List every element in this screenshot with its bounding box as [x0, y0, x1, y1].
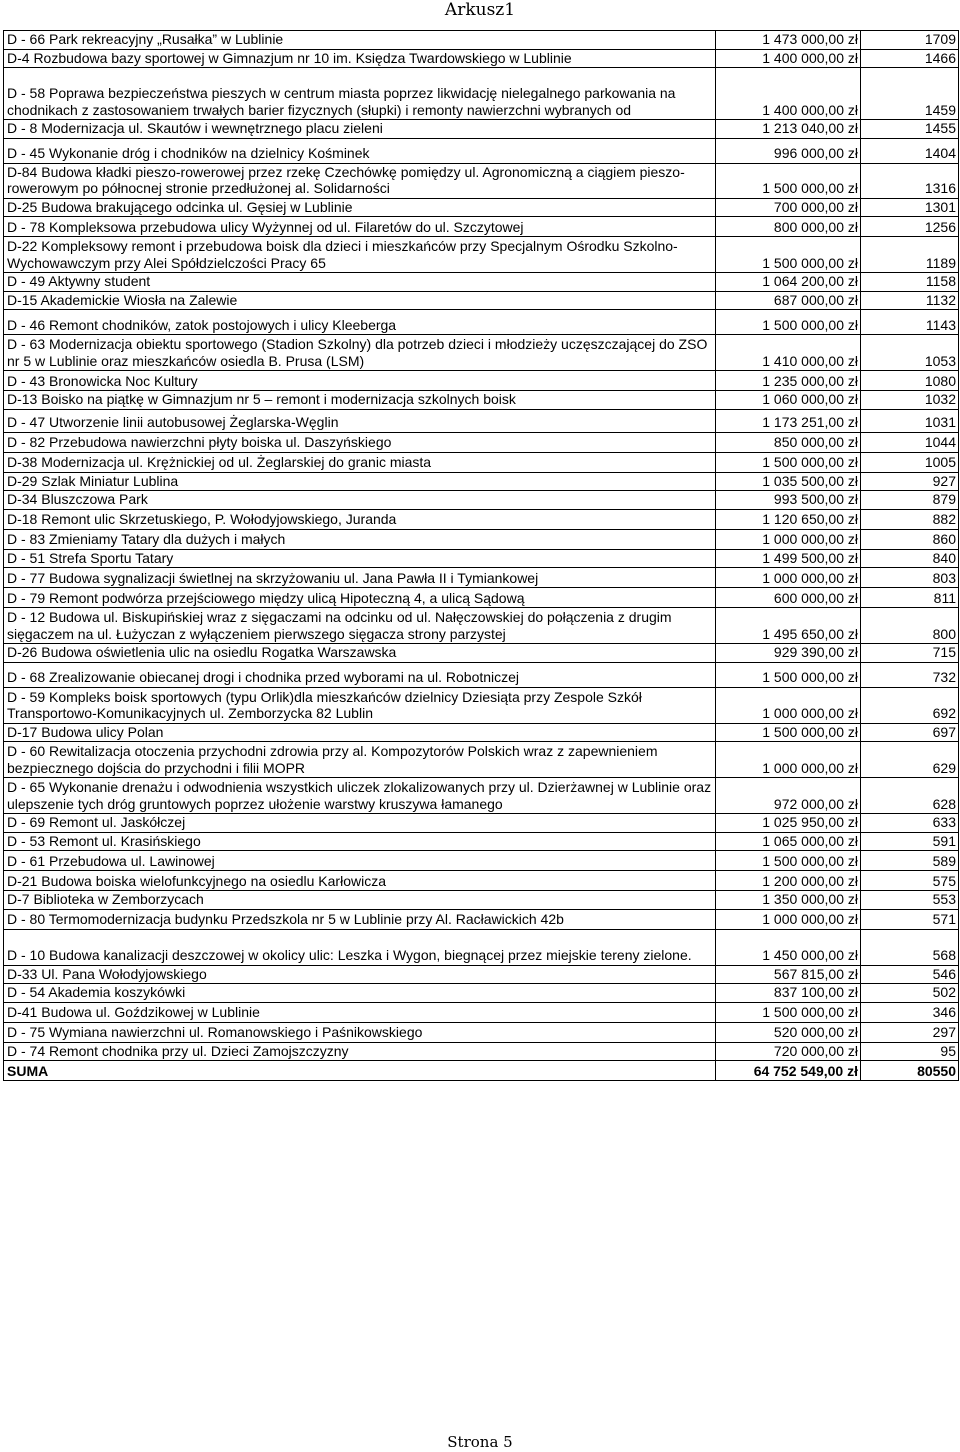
table-row: [4, 662, 959, 687]
table-row: [4, 1002, 959, 1022]
table-row: [4, 391, 959, 410]
amount-cell: 1 500 000,00 zł: [716, 1002, 861, 1022]
votes-cell: 628: [861, 778, 959, 814]
table-row: [4, 310, 959, 335]
amount-cell: 972 000,00 zł: [716, 778, 861, 814]
votes-cell: 715: [861, 644, 959, 663]
votes-cell: 1455: [861, 120, 959, 139]
amount-cell: 800 000,00 zł: [716, 217, 861, 237]
project-name-cell: D-29 Szlak Miniatur Lublina: [4, 472, 716, 491]
table-row: [4, 472, 959, 491]
project-name-cell: D-4 Rozbudowa bazy sportowej w Gimnazjum nr 10 im. Księdza Twardowskiego w Lublinie: [4, 49, 716, 68]
table-row: [4, 491, 959, 510]
votes-cell: 1189: [861, 237, 959, 273]
project-name-cell: D - 77 Budowa sygnalizacji świetlnej na skrzyżowaniu ul. Jana Pawła II i Tymiankowej: [4, 568, 716, 588]
amount-cell: 1 500 000,00 zł: [716, 452, 861, 472]
project-name-cell: D-17 Budowa ulicy Polan: [4, 723, 716, 742]
project-name-cell: D-38 Modernizacja ul. Krężnickiej od ul. Żeglarskiej do granic miasta: [4, 452, 716, 472]
votes-cell: 568: [861, 929, 959, 965]
amount-cell: 1 400 000,00 zł: [716, 49, 861, 68]
table-row: [4, 687, 959, 723]
project-name-cell: D - 59 Kompleks boisk sportowych (typu Orlik)dla mieszkańców dzielnicy Dziesiąta przy Zespole Szkół Transportowo-Komunikacyjnych ul. Zemborzycka 82 Lublin: [4, 687, 716, 723]
votes-cell: 1316: [861, 163, 959, 198]
table-row: [4, 335, 959, 371]
project-name-cell: D - 61 Przebudowa ul. Lawinowej: [4, 851, 716, 871]
amount-cell: 600 000,00 zł: [716, 588, 861, 608]
votes-cell: 882: [861, 509, 959, 529]
votes-cell: 811: [861, 588, 959, 608]
table-row: [4, 984, 959, 1003]
votes-cell: 589: [861, 851, 959, 871]
votes-cell: 879: [861, 491, 959, 510]
amount-cell: 1 500 000,00 zł: [716, 310, 861, 335]
project-name-cell: D - 60 Rewitalizacja otoczenia przychodni zdrowia przy al. Kompozytorów Polskich wraz z zapewnieniem bezpiecznego dojścia do przychodni i filii MOPR: [4, 742, 716, 778]
project-name-cell: D-34 Bluszczowa Park: [4, 491, 716, 510]
votes-cell: 1005: [861, 452, 959, 472]
votes-cell: 95: [861, 1042, 959, 1061]
table-row: [4, 965, 959, 984]
votes-cell: 1709: [861, 31, 959, 50]
votes-cell: 800: [861, 608, 959, 644]
project-name-cell: D-15 Akademickie Wiosła na Zalewie: [4, 291, 716, 310]
votes-cell: 553: [861, 891, 959, 910]
votes-cell: 1158: [861, 273, 959, 292]
project-name-cell: D - 12 Budowa ul. Biskupińskiej wraz z sięgaczami na odcinku od ul. Nałęczowskiej do połączenia z drugim sięgaczem na ul. Łużyczan z wyłączeniem pierwszego sięgacza strony parzystej: [4, 608, 716, 644]
table-row: [4, 568, 959, 588]
votes-cell: 633: [861, 814, 959, 833]
project-name-cell: D - 8 Modernizacja ul. Skautów i wewnętrznego placu zieleni: [4, 120, 716, 139]
project-name-cell: D - 69 Remont ul. Jaskółczej: [4, 814, 716, 833]
votes-cell: 1466: [861, 49, 959, 68]
amount-cell: 1 025 950,00 zł: [716, 814, 861, 833]
total-votes-cell: 80550: [861, 1061, 959, 1081]
table-row: [4, 723, 959, 742]
table-row: [4, 432, 959, 452]
project-name-cell: D - 75 Wymiana nawierzchni ul. Romanowskiego i Paśnikowskiego: [4, 1022, 716, 1042]
project-name-cell: D - 79 Remont podwórza przejściowego między ulicą Hipoteczną 4, a ulicą Sądową: [4, 588, 716, 608]
amount-cell: 1 000 000,00 zł: [716, 687, 861, 723]
amount-cell: 1 473 000,00 zł: [716, 31, 861, 50]
votes-cell: 629: [861, 742, 959, 778]
project-name-cell: D - 65 Wykonanie drenażu i odwodnienia wszystkich uliczek zlokalizowanych przy ul. Dzierżawnej w Lublinie oraz ulepszenie tych dróg gruntowych poprzez ułożenie warstwy kruszywa łamanego: [4, 778, 716, 814]
project-name-cell: D-22 Kompleksowy remont i przebudowa boisk dla dzieci i mieszkańców przy Specjalnym Ośrodku Szkolno-Wychowawczym przy Alei Spółdzielczości Pracy 65: [4, 237, 716, 273]
amount-cell: 1 213 040,00 zł: [716, 120, 861, 139]
votes-cell: 571: [861, 909, 959, 929]
project-name-cell: D - 43 Bronowicka Noc Kultury: [4, 371, 716, 391]
table-row: [4, 832, 959, 851]
project-name-cell: D - 49 Aktywny student: [4, 273, 716, 292]
table-row: [4, 217, 959, 237]
project-name-cell: D - 54 Akademia koszykówki: [4, 984, 716, 1003]
votes-cell: 697: [861, 723, 959, 742]
project-name-cell: D-7 Biblioteka w Zemborzycach: [4, 891, 716, 910]
votes-cell: 1044: [861, 432, 959, 452]
project-name-cell: D - 74 Remont chodnika przy ul. Dzieci Zamojszczyzny: [4, 1042, 716, 1061]
amount-cell: 1 035 500,00 zł: [716, 472, 861, 491]
votes-cell: 860: [861, 529, 959, 549]
votes-cell: 1404: [861, 138, 959, 163]
project-name-cell: D - 78 Kompleksowa przebudowa ulicy Wyżynnej od ul. Filaretów do ul. Szczytowej: [4, 217, 716, 237]
amount-cell: 1 000 000,00 zł: [716, 568, 861, 588]
project-name-cell: D - 83 Zmieniamy Tatary dla dużych i małych: [4, 529, 716, 549]
project-name-cell: D - 68 Zrealizowanie obiecanej drogi i chodnika przed wyborami na ul. Robotniczej: [4, 662, 716, 687]
votes-cell: 297: [861, 1022, 959, 1042]
table-row: [4, 742, 959, 778]
total-row: [4, 1061, 959, 1081]
votes-cell: 840: [861, 549, 959, 568]
table-row: [4, 1022, 959, 1042]
amount-cell: 1 495 650,00 zł: [716, 608, 861, 644]
table-row: [4, 138, 959, 163]
votes-cell: 546: [861, 965, 959, 984]
table-row: [4, 163, 959, 198]
amount-cell: 1 060 000,00 zł: [716, 391, 861, 410]
votes-cell: 1053: [861, 335, 959, 371]
table-row: [4, 814, 959, 833]
project-name-cell: D - 46 Remont chodników, zatok postojowych i ulicy Kleeberga: [4, 310, 716, 335]
amount-cell: 1 065 000,00 zł: [716, 832, 861, 851]
projects-table: [3, 30, 959, 1081]
project-name-cell: D - 47 Utworzenie linii autobusowej Żeglarska-Węglin: [4, 409, 716, 432]
votes-cell: 1080: [861, 371, 959, 391]
table-row: [4, 778, 959, 814]
amount-cell: 1 500 000,00 zł: [716, 237, 861, 273]
project-name-cell: D - 66 Park rekreacyjny „Rusałka” w Lublinie: [4, 31, 716, 50]
sheet-title: Arkusz1: [444, 0, 516, 20]
amount-cell: 1 064 200,00 zł: [716, 273, 861, 292]
votes-cell: 1459: [861, 68, 959, 120]
votes-cell: 1031: [861, 409, 959, 432]
project-name-cell: D - 10 Budowa kanalizacji deszczowej w okolicy ulic: Leszka i Wygon, biegnącej przez miejskie tereny zielone.: [4, 929, 716, 965]
amount-cell: 720 000,00 zł: [716, 1042, 861, 1061]
amount-cell: 1 000 000,00 zł: [716, 742, 861, 778]
project-name-cell: D-25 Budowa brakującego odcinka ul. Gęsiej w Lublinie: [4, 198, 716, 217]
amount-cell: 837 100,00 zł: [716, 984, 861, 1003]
votes-cell: 1256: [861, 217, 959, 237]
amount-cell: 993 500,00 zł: [716, 491, 861, 510]
amount-cell: 1 173 251,00 zł: [716, 409, 861, 432]
votes-cell: 502: [861, 984, 959, 1003]
table-row: [4, 31, 959, 50]
votes-cell: 575: [861, 871, 959, 891]
votes-cell: 591: [861, 832, 959, 851]
amount-cell: 1 500 000,00 zł: [716, 723, 861, 742]
amount-cell: 1 350 000,00 zł: [716, 891, 861, 910]
table-row: [4, 1042, 959, 1061]
votes-cell: 803: [861, 568, 959, 588]
table-row: [4, 452, 959, 472]
table-row: [4, 851, 959, 871]
amount-cell: 567 815,00 zł: [716, 965, 861, 984]
amount-cell: 929 390,00 zł: [716, 644, 861, 663]
table-row: [4, 409, 959, 432]
amount-cell: 1 120 650,00 zł: [716, 509, 861, 529]
project-name-cell: D-13 Boisko na piątkę w Gimnazjum nr 5 – remont i modernizacja szkolnych boisk: [4, 391, 716, 410]
table-row: [4, 120, 959, 139]
votes-cell: 346: [861, 1002, 959, 1022]
project-name-cell: D - 51 Strefa Sportu Tatary: [4, 549, 716, 568]
total-amount-cell: 64 752 549,00 zł: [716, 1061, 861, 1081]
project-name-cell: D - 45 Wykonanie dróg i chodników na dzielnicy Kośminek: [4, 138, 716, 163]
amount-cell: 520 000,00 zł: [716, 1022, 861, 1042]
table-row: [4, 929, 959, 965]
table-row: [4, 371, 959, 391]
table-row: [4, 891, 959, 910]
project-name-cell: D - 58 Poprawa bezpieczeństwa pieszych w centrum miasta poprzez likwidację nielegalnego parkowania na chodnikach z zastosowaniem trwałych barier fizycznych (słupki) i remonty nawierzchni wybranych od: [4, 68, 716, 120]
amount-cell: 1 500 000,00 zł: [716, 163, 861, 198]
amount-cell: 700 000,00 zł: [716, 198, 861, 217]
votes-cell: 692: [861, 687, 959, 723]
project-name-cell: D-26 Budowa oświetlenia ulic na osiedlu Rogatka Warszawska: [4, 644, 716, 663]
project-name-cell: D-84 Budowa kładki pieszo-rowerowej przez rzekę Czechówkę pomiędzy ul. Agronomiczną a ciągiem pieszo-rowerowym po północnej stronie przedłużonej al. Solidarności: [4, 163, 716, 198]
votes-cell: 732: [861, 662, 959, 687]
table-row: [4, 644, 959, 663]
amount-cell: 1 400 000,00 zł: [716, 68, 861, 120]
amount-cell: 1 410 000,00 zł: [716, 335, 861, 371]
table-row: [4, 49, 959, 68]
table-row: [4, 273, 959, 292]
table-row: [4, 509, 959, 529]
table-row: [4, 909, 959, 929]
amount-cell: 1 500 000,00 zł: [716, 662, 861, 687]
votes-cell: 1032: [861, 391, 959, 410]
votes-cell: 927: [861, 472, 959, 491]
amount-cell: 1 235 000,00 zł: [716, 371, 861, 391]
amount-cell: 996 000,00 zł: [716, 138, 861, 163]
page-footer: Strona 5: [447, 1433, 513, 1451]
project-name-cell: D-18 Remont ulic Skrzetuskiego, P. Wołodyjowskiego, Juranda: [4, 509, 716, 529]
project-name-cell: D-21 Budowa boiska wielofunkcyjnego na osiedlu Karłowicza: [4, 871, 716, 891]
table-row: [4, 871, 959, 891]
amount-cell: 1 000 000,00 zł: [716, 529, 861, 549]
votes-cell: 1132: [861, 291, 959, 310]
project-name-cell: D - 63 Modernizacja obiektu sportowego (Stadion Szkolny) dla potrzeb dzieci i młodzieży uczęszczającej do ZSO nr 5 w Lublinie oraz mieszkańców osiedla B. Prusa (LSM): [4, 335, 716, 371]
table-row: [4, 529, 959, 549]
table-row: [4, 608, 959, 644]
table-row: [4, 588, 959, 608]
total-label-cell: SUMA: [4, 1061, 716, 1081]
table-row: [4, 68, 959, 120]
project-name-cell: D - 80 Termomodernizacja budynku Przedszkola nr 5 w Lublinie przy Al. Racławickich 42b: [4, 909, 716, 929]
amount-cell: 850 000,00 zł: [716, 432, 861, 452]
amount-cell: 1 500 000,00 zł: [716, 851, 861, 871]
table-row: [4, 549, 959, 568]
amount-cell: 687 000,00 zł: [716, 291, 861, 310]
votes-cell: 1301: [861, 198, 959, 217]
amount-cell: 1 450 000,00 zł: [716, 929, 861, 965]
amount-cell: 1 200 000,00 zł: [716, 871, 861, 891]
project-name-cell: D - 82 Przebudowa nawierzchni płyty boiska ul. Daszyńskiego: [4, 432, 716, 452]
amount-cell: 1 000 000,00 zł: [716, 909, 861, 929]
project-name-cell: D-33 Ul. Pana Wołodyjowskiego: [4, 965, 716, 984]
votes-cell: 1143: [861, 310, 959, 335]
table-row: [4, 237, 959, 273]
table-row: [4, 198, 959, 217]
table-row: [4, 291, 959, 310]
project-name-cell: D - 53 Remont ul. Krasińskiego: [4, 832, 716, 851]
project-name-cell: D-41 Budowa ul. Goździkowej w Lublinie: [4, 1002, 716, 1022]
projects-table-body: [4, 31, 959, 1081]
amount-cell: 1 499 500,00 zł: [716, 549, 861, 568]
